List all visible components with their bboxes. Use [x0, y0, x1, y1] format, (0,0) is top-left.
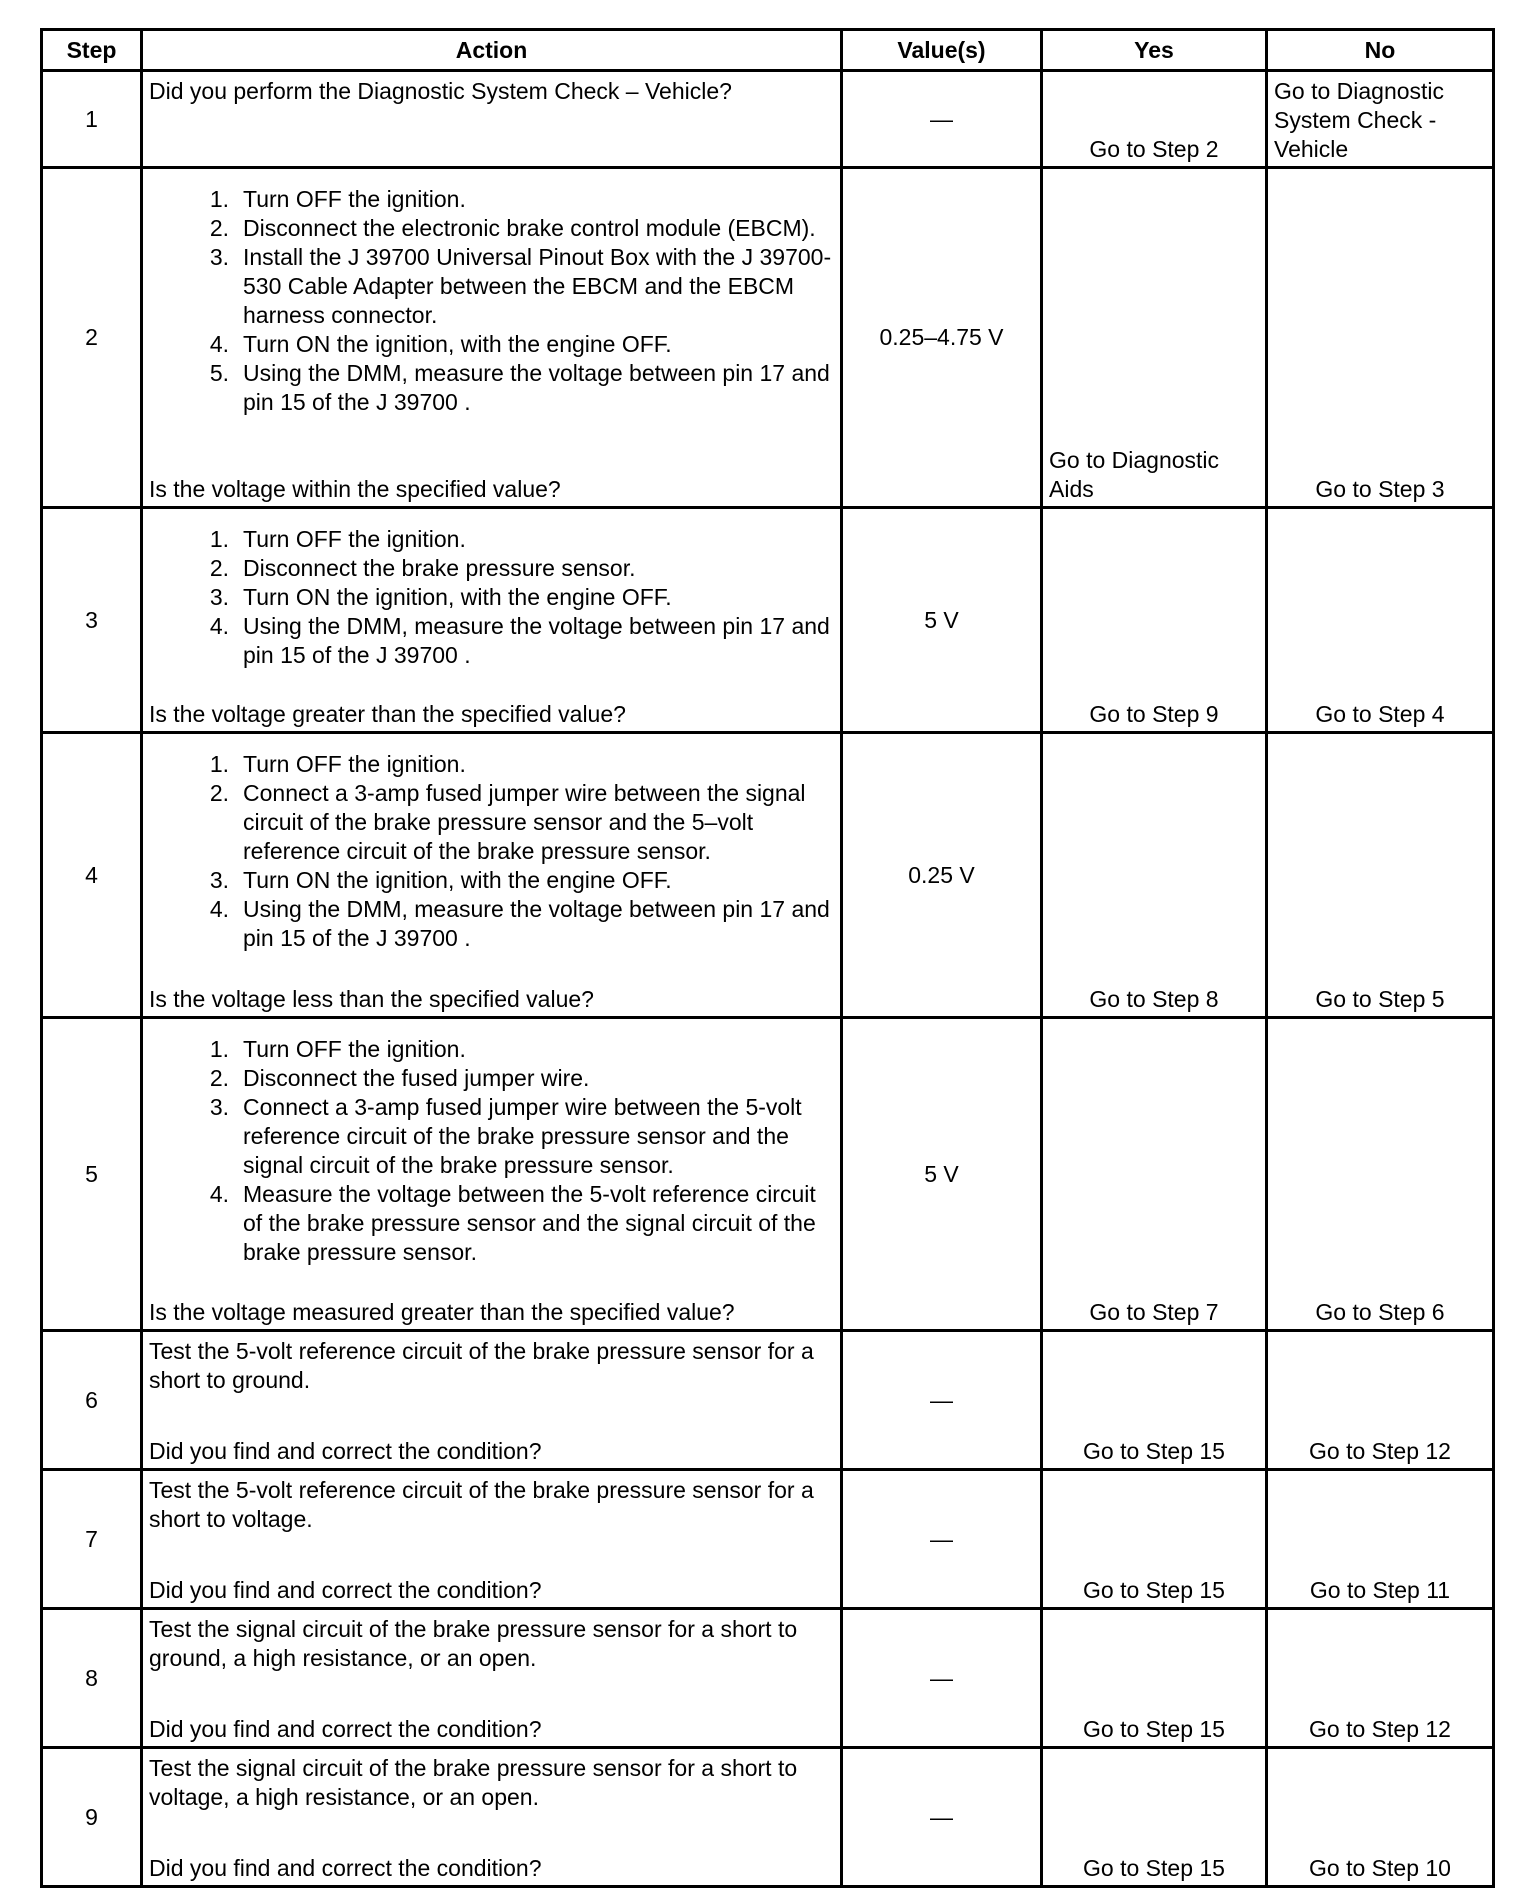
- procedure-item: [143, 1093, 840, 1180]
- procedure-item: [143, 214, 840, 243]
- table-row: [42, 71, 1494, 168]
- yes-action: Go to Diagnostic Aids: [1049, 447, 1220, 502]
- no-action: Go to Step 10: [1309, 1855, 1451, 1881]
- diagnostic-table: [40, 28, 1495, 1888]
- action-question: Did you find and correct the condition?: [149, 1716, 542, 1742]
- action-question: Is the voltage less than the specified value?: [149, 986, 594, 1012]
- yes-action: Go to Step 9: [1089, 701, 1219, 727]
- no-cell: [1267, 1748, 1494, 1887]
- procedure-item: [143, 525, 840, 554]
- yes-cell: [1042, 1470, 1267, 1609]
- procedure-item-text: Connect a 3-amp fused jumper wire between the 5-volt reference circuit of the brake pressure sensor and the signal circuit of the brake pressure sensor.: [243, 1094, 802, 1178]
- procedure-item-number: 4.: [209, 613, 229, 639]
- action-text: Test the signal circuit of the brake pressure sensor for a short to voltage, a high resistance, or an open.: [149, 1755, 798, 1810]
- value-cell: 5 V: [842, 508, 1042, 733]
- procedure-item: [143, 750, 840, 779]
- procedure-item-number: 1.: [209, 1036, 229, 1062]
- procedure-list: [143, 509, 840, 670]
- action-text: Test the 5-volt reference circuit of the brake pressure sensor for a short to ground.: [149, 1338, 814, 1393]
- procedure-item-text: Using the DMM, measure the voltage between pin 17 and pin 15 of the J 39700 .: [243, 613, 830, 668]
- action-cell: [142, 1470, 842, 1609]
- header-row: [42, 30, 1494, 71]
- action-question: Did you find and correct the condition?: [149, 1855, 542, 1881]
- yes-action: Go to Step 8: [1089, 986, 1219, 1012]
- procedure-item: [143, 330, 840, 359]
- yes-action: Go to Step 7: [1089, 1299, 1219, 1325]
- procedure-item: [143, 359, 840, 417]
- no-action: Go to Step 4: [1315, 701, 1445, 727]
- yes-cell: [1042, 1018, 1267, 1331]
- action-question: Did you find and correct the condition?: [149, 1438, 542, 1464]
- action-question: Is the voltage greater than the specified value?: [149, 701, 626, 727]
- table-row: [42, 733, 1494, 1018]
- procedure-item-number: 3.: [209, 244, 229, 270]
- procedure-item: [143, 895, 840, 953]
- value-cell: —: [842, 1470, 1042, 1609]
- no-cell: [1267, 1331, 1494, 1470]
- yes-cell: [1042, 1331, 1267, 1470]
- procedure-item-text: Disconnect the brake pressure sensor.: [243, 555, 636, 581]
- header-no: No: [1267, 30, 1494, 71]
- value-cell: 0.25 V: [842, 733, 1042, 1018]
- yes-cell: [1042, 71, 1267, 168]
- step-number: 1: [42, 71, 142, 168]
- procedure-item-text: Disconnect the fused jumper wire.: [243, 1065, 590, 1091]
- procedure-item-number: 1.: [209, 526, 229, 552]
- step-number: 7: [42, 1470, 142, 1609]
- procedure-item-number: 1.: [209, 751, 229, 777]
- action-cell: [142, 733, 842, 1018]
- procedure-item-number: 2.: [209, 555, 229, 581]
- no-action: Go to Step 12: [1309, 1438, 1451, 1464]
- procedure-item-number: 2.: [209, 780, 229, 806]
- no-cell: [1267, 168, 1494, 508]
- procedure-item: [143, 612, 840, 670]
- procedure-item-text: Connect a 3-amp fused jumper wire between the signal circuit of the brake pressure sensor and the 5–volt reference circuit of the brake pressure sensor.: [243, 780, 806, 864]
- yes-action: Go to Step 15: [1083, 1716, 1225, 1742]
- procedure-item: [143, 779, 840, 866]
- procedure-item-number: 3.: [209, 1094, 229, 1120]
- procedure-item-number: 4.: [209, 896, 229, 922]
- procedure-item: [143, 1035, 840, 1064]
- yes-action: Go to Step 15: [1083, 1438, 1225, 1464]
- action-question: Is the voltage measured greater than the specified value?: [149, 1299, 735, 1325]
- action-cell: [142, 71, 842, 168]
- procedure-item-text: Measure the voltage between the 5-volt reference circuit of the brake pressure sensor and the signal circuit of the brake pressure sensor.: [243, 1181, 816, 1265]
- yes-cell: [1042, 1748, 1267, 1887]
- yes-action: Go to Step 15: [1083, 1855, 1225, 1881]
- action-text: Test the 5-volt reference circuit of the brake pressure sensor for a short to voltage.: [149, 1477, 814, 1532]
- action-question: Is the voltage within the specified value?: [149, 476, 561, 502]
- step-number: 9: [42, 1748, 142, 1887]
- step-number: 5: [42, 1018, 142, 1331]
- procedure-item-text: Turn ON the ignition, with the engine OFF.: [243, 331, 672, 357]
- header-action: Action: [142, 30, 842, 71]
- no-action: Go to Step 5: [1315, 986, 1445, 1012]
- no-cell: [1267, 1609, 1494, 1748]
- value-cell: 5 V: [842, 1018, 1042, 1331]
- header-step: Step: [42, 30, 142, 71]
- table-row: [42, 1748, 1494, 1887]
- no-action: Go to Step 6: [1315, 1299, 1445, 1325]
- procedure-item: [143, 185, 840, 214]
- table-row: [42, 1018, 1494, 1331]
- procedure-item: [143, 1180, 840, 1267]
- procedure-item: [143, 583, 840, 612]
- action-cell: [142, 1331, 842, 1470]
- table-row: [42, 508, 1494, 733]
- procedure-item-number: 3.: [209, 867, 229, 893]
- procedure-item-number: 4.: [209, 331, 229, 357]
- action-text: Test the signal circuit of the brake pressure sensor for a short to ground, a high resistance, or an open.: [149, 1616, 798, 1671]
- procedure-item-text: Turn OFF the ignition.: [243, 186, 466, 212]
- procedure-item-text: Turn OFF the ignition.: [243, 526, 466, 552]
- table-row: [42, 1609, 1494, 1748]
- yes-action: Go to Step 2: [1089, 136, 1219, 162]
- value-cell: —: [842, 1748, 1042, 1887]
- yes-cell: [1042, 508, 1267, 733]
- action-question: Did you find and correct the condition?: [149, 1577, 542, 1603]
- step-number: 2: [42, 168, 142, 508]
- procedure-item-number: 3.: [209, 584, 229, 610]
- step-number: 6: [42, 1331, 142, 1470]
- table-row: [42, 168, 1494, 508]
- yes-cell: [1042, 733, 1267, 1018]
- step-number: 8: [42, 1609, 142, 1748]
- step-number: 3: [42, 508, 142, 733]
- procedure-item: [143, 554, 840, 583]
- procedure-item-number: 2.: [209, 215, 229, 241]
- procedure-item-text: Disconnect the electronic brake control module (EBCM).: [243, 215, 816, 241]
- step-number: 4: [42, 733, 142, 1018]
- header-values: Value(s): [842, 30, 1042, 71]
- no-cell: [1267, 733, 1494, 1018]
- table-row: [42, 1331, 1494, 1470]
- yes-action: Go to Step 15: [1083, 1577, 1225, 1603]
- procedure-item-number: 5.: [209, 360, 229, 386]
- procedure-item: [143, 243, 840, 330]
- procedure-item-text: Turn ON the ignition, with the engine OFF.: [243, 584, 672, 610]
- procedure-item-text: Using the DMM, measure the voltage between pin 17 and pin 15 of the J 39700 .: [243, 896, 830, 951]
- procedure-item-number: 1.: [209, 186, 229, 212]
- action-cell: [142, 1748, 842, 1887]
- value-cell: —: [842, 1609, 1042, 1748]
- no-cell: [1267, 71, 1494, 168]
- procedure-item-text: Turn ON the ignition, with the engine OFF.: [243, 867, 672, 893]
- procedure-item-number: 2.: [209, 1065, 229, 1091]
- procedure-item-text: Turn OFF the ignition.: [243, 751, 466, 777]
- procedure-list: [143, 1019, 840, 1267]
- procedure-item-text: Install the J 39700 Universal Pinout Box with the J 39700-530 Cable Adapter between the EBCM and the EBCM harness connector.: [243, 244, 832, 328]
- procedure-list: [143, 734, 840, 953]
- no-cell: [1267, 1018, 1494, 1331]
- yes-cell: [1042, 1609, 1267, 1748]
- header-yes: Yes: [1042, 30, 1267, 71]
- procedure-item: [143, 1064, 840, 1093]
- no-action: Go to Step 12: [1309, 1716, 1451, 1742]
- action-cell: [142, 1018, 842, 1331]
- procedure-item-number: 4.: [209, 1181, 229, 1207]
- no-action: Go to Step 3: [1315, 476, 1445, 502]
- action-cell: [142, 508, 842, 733]
- procedure-item: [143, 866, 840, 895]
- procedure-item-text: Using the DMM, measure the voltage between pin 17 and pin 15 of the J 39700 .: [243, 360, 830, 415]
- no-cell: [1267, 1470, 1494, 1609]
- value-cell: —: [842, 1331, 1042, 1470]
- action-cell: [142, 168, 842, 508]
- no-action: Go to Step 11: [1309, 1577, 1451, 1603]
- action-text: Did you perform the Diagnostic System Check – Vehicle?: [149, 78, 732, 104]
- table-row: [42, 1470, 1494, 1609]
- yes-cell: [1042, 168, 1267, 508]
- procedure-item-text: Turn OFF the ignition.: [243, 1036, 466, 1062]
- procedure-list: [143, 169, 840, 417]
- value-cell: —: [842, 71, 1042, 168]
- value-cell: 0.25–4.75 V: [842, 168, 1042, 508]
- action-cell: [142, 1609, 842, 1748]
- no-cell: [1267, 508, 1494, 733]
- table-body: [42, 71, 1494, 1887]
- no-action: Go to Diagnostic System Check - Vehicle: [1274, 78, 1445, 162]
